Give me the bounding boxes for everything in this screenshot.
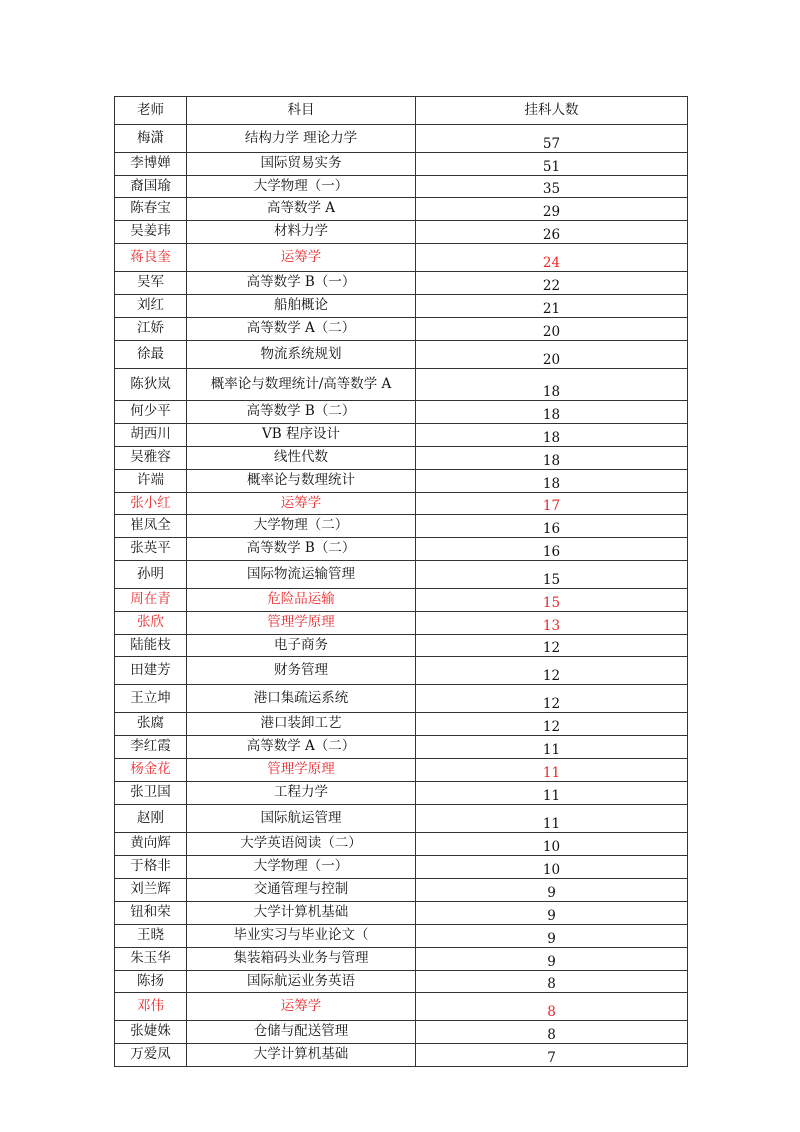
table-row xyxy=(115,369,688,401)
failure-count-cell: 15 xyxy=(416,589,688,612)
table-body xyxy=(115,125,688,1067)
subject-cell: 概率论与数理统计 xyxy=(187,470,416,493)
table-row xyxy=(115,198,688,221)
teacher-cell: 张卫国 xyxy=(115,782,187,805)
failure-count-cell: 9 xyxy=(416,948,688,971)
table-row xyxy=(115,833,688,856)
failure-count-cell: 15 xyxy=(416,561,688,589)
table-row xyxy=(115,736,688,759)
subject-cell: 线性代数 xyxy=(187,447,416,470)
teacher-cell: 陈扬 xyxy=(115,971,187,993)
teacher-cell: 梅潇 xyxy=(115,125,187,153)
table-row xyxy=(115,538,688,561)
teacher-cell: 刘兰辉 xyxy=(115,879,187,902)
table-row xyxy=(115,993,688,1021)
subject-cell: 港口集疏运系统 xyxy=(187,685,416,713)
table-row xyxy=(115,879,688,902)
failure-count-cell: 21 xyxy=(416,295,688,318)
header-subject: 科目 xyxy=(187,97,416,125)
failure-count-cell: 9 xyxy=(416,902,688,925)
failure-count-cell: 18 xyxy=(416,470,688,493)
subject-cell: 管理学原理 xyxy=(187,612,416,635)
subject-cell: 国际物流运输管理 xyxy=(187,561,416,589)
subject-cell: 大学计算机基础 xyxy=(187,902,416,925)
failure-count-cell: 12 xyxy=(416,635,688,657)
teacher-cell: 钮和荣 xyxy=(115,902,187,925)
subject-cell: 高等数学 B（一） xyxy=(187,272,416,295)
failure-count-cell: 8 xyxy=(416,993,688,1021)
failure-count-cell: 20 xyxy=(416,318,688,341)
table-row xyxy=(115,176,688,198)
failure-count-cell: 18 xyxy=(416,447,688,470)
table-row xyxy=(115,515,688,538)
table-row xyxy=(115,948,688,971)
teacher-cell: 蒋良奎 xyxy=(115,244,187,272)
teacher-cell: 许端 xyxy=(115,470,187,493)
subject-cell: 集装箱码头业务与管理 xyxy=(187,948,416,971)
header-teacher: 老师 xyxy=(115,97,187,125)
teacher-cell: 赵刚 xyxy=(115,805,187,833)
failure-count-cell: 12 xyxy=(416,685,688,713)
table-row xyxy=(115,657,688,685)
failure-count-cell: 18 xyxy=(416,424,688,447)
table-row xyxy=(115,902,688,925)
subject-cell: 国际航运管理 xyxy=(187,805,416,833)
failure-count-cell: 12 xyxy=(416,657,688,685)
teacher-cell: 张欣 xyxy=(115,612,187,635)
subject-cell: 概率论与数理统计/高等数学 A xyxy=(187,369,416,401)
subject-cell: 电子商务 xyxy=(187,635,416,657)
failure-count-cell: 7 xyxy=(416,1044,688,1067)
failure-count-cell: 8 xyxy=(416,971,688,993)
teacher-cell: 崔凤全 xyxy=(115,515,187,538)
failure-count-cell: 11 xyxy=(416,782,688,805)
table-row xyxy=(115,244,688,272)
failure-count-cell: 11 xyxy=(416,736,688,759)
table-row xyxy=(115,925,688,948)
failure-count-cell: 26 xyxy=(416,221,688,244)
teacher-cell: 江娇 xyxy=(115,318,187,341)
teacher-cell: 张婕姝 xyxy=(115,1021,187,1044)
subject-cell: 大学物理（二） xyxy=(187,515,416,538)
table-row xyxy=(115,470,688,493)
teacher-cell: 吴姜玮 xyxy=(115,221,187,244)
failure-count-cell: 16 xyxy=(416,515,688,538)
subject-cell: 大学物理（一） xyxy=(187,176,416,198)
subject-cell: 仓储与配送管理 xyxy=(187,1021,416,1044)
teacher-cell: 杨金花 xyxy=(115,759,187,782)
table-row xyxy=(115,759,688,782)
table-row xyxy=(115,589,688,612)
failure-count-cell: 12 xyxy=(416,713,688,736)
table-row xyxy=(115,635,688,657)
table-header-row xyxy=(115,97,688,125)
table-row xyxy=(115,125,688,153)
subject-cell: 港口装卸工艺 xyxy=(187,713,416,736)
table-row xyxy=(115,341,688,369)
table-row xyxy=(115,612,688,635)
table-row xyxy=(115,971,688,993)
teacher-cell: 李红霞 xyxy=(115,736,187,759)
subject-cell: 结构力学 理论力学 xyxy=(187,125,416,153)
table-row xyxy=(115,713,688,736)
subject-cell: 工程力学 xyxy=(187,782,416,805)
failure-count-cell: 18 xyxy=(416,401,688,424)
table-row xyxy=(115,221,688,244)
table-row xyxy=(115,1044,688,1067)
teacher-cell: 于格非 xyxy=(115,856,187,879)
table-row xyxy=(115,401,688,424)
failure-count-cell: 13 xyxy=(416,612,688,635)
subject-cell: 材料力学 xyxy=(187,221,416,244)
failure-count-cell: 57 xyxy=(416,125,688,153)
subject-cell: 危险品运输 xyxy=(187,589,416,612)
subject-cell: 高等数学 B（二） xyxy=(187,538,416,561)
failure-count-cell: 9 xyxy=(416,925,688,948)
failure-count-cell: 16 xyxy=(416,538,688,561)
subject-cell: 船舶概论 xyxy=(187,295,416,318)
subject-cell: 大学英语阅读（二） xyxy=(187,833,416,856)
subject-cell: 高等数学 A（二） xyxy=(187,318,416,341)
failure-count-cell: 10 xyxy=(416,856,688,879)
teacher-cell: 陆能枝 xyxy=(115,635,187,657)
teacher-cell: 张腐 xyxy=(115,713,187,736)
failure-count-cell: 17 xyxy=(416,493,688,515)
table-row xyxy=(115,424,688,447)
table-row xyxy=(115,1021,688,1044)
subject-cell: 毕业实习与毕业论文（ xyxy=(187,925,416,948)
subject-cell: 物流系统规划 xyxy=(187,341,416,369)
subject-cell: 高等数学 A xyxy=(187,198,416,221)
failure-count-cell: 29 xyxy=(416,198,688,221)
failure-count-cell: 24 xyxy=(416,244,688,272)
teacher-cell: 陈春宝 xyxy=(115,198,187,221)
subject-cell: 高等数学 A（二） xyxy=(187,736,416,759)
table-row xyxy=(115,153,688,176)
subject-cell: 交通管理与控制 xyxy=(187,879,416,902)
teacher-cell: 吴雅容 xyxy=(115,447,187,470)
subject-cell: 国际贸易实务 xyxy=(187,153,416,176)
teacher-cell: 何少平 xyxy=(115,401,187,424)
table-row xyxy=(115,685,688,713)
subject-cell: 运筹学 xyxy=(187,244,416,272)
teacher-cell: 李博婵 xyxy=(115,153,187,176)
table-row xyxy=(115,295,688,318)
failure-count-table xyxy=(114,96,688,1067)
failure-count-cell: 20 xyxy=(416,341,688,369)
subject-cell: 高等数学 B（二） xyxy=(187,401,416,424)
subject-cell: 大学物理（一） xyxy=(187,856,416,879)
subject-cell: 国际航运业务英语 xyxy=(187,971,416,993)
teacher-cell: 胡西川 xyxy=(115,424,187,447)
failure-count-cell: 11 xyxy=(416,805,688,833)
failure-count-cell: 22 xyxy=(416,272,688,295)
table-row xyxy=(115,782,688,805)
teacher-cell: 黄向辉 xyxy=(115,833,187,856)
teacher-cell: 周在青 xyxy=(115,589,187,612)
subject-cell: 管理学原理 xyxy=(187,759,416,782)
teacher-cell: 吴军 xyxy=(115,272,187,295)
subject-cell: VB 程序设计 xyxy=(187,424,416,447)
table-row xyxy=(115,805,688,833)
teacher-cell: 陈狄岚 xyxy=(115,369,187,401)
failure-count-cell: 10 xyxy=(416,833,688,856)
table-row xyxy=(115,856,688,879)
teacher-cell: 刘红 xyxy=(115,295,187,318)
failure-count-cell: 35 xyxy=(416,176,688,198)
failure-count-cell: 11 xyxy=(416,759,688,782)
teacher-cell: 邓伟 xyxy=(115,993,187,1021)
failure-count-cell: 9 xyxy=(416,879,688,902)
teacher-cell: 万爱凤 xyxy=(115,1044,187,1067)
header-failure-count: 挂科人数 xyxy=(416,97,688,125)
failure-count-cell: 18 xyxy=(416,369,688,401)
failure-count-cell: 51 xyxy=(416,153,688,176)
subject-cell: 运筹学 xyxy=(187,493,416,515)
teacher-cell: 张英平 xyxy=(115,538,187,561)
table-row xyxy=(115,493,688,515)
table-row xyxy=(115,272,688,295)
failure-count-cell: 8 xyxy=(416,1021,688,1044)
teacher-cell: 王晓 xyxy=(115,925,187,948)
teacher-cell: 田建芳 xyxy=(115,657,187,685)
teacher-cell: 王立坤 xyxy=(115,685,187,713)
table-row xyxy=(115,318,688,341)
teacher-cell: 朱玉华 xyxy=(115,948,187,971)
teacher-cell: 孙明 xyxy=(115,561,187,589)
table-row xyxy=(115,447,688,470)
subject-cell: 运筹学 xyxy=(187,993,416,1021)
teacher-cell: 裔国瑜 xyxy=(115,176,187,198)
table-row xyxy=(115,561,688,589)
teacher-cell: 张小红 xyxy=(115,493,187,515)
subject-cell: 大学计算机基础 xyxy=(187,1044,416,1067)
teacher-cell: 徐最 xyxy=(115,341,187,369)
subject-cell: 财务管理 xyxy=(187,657,416,685)
